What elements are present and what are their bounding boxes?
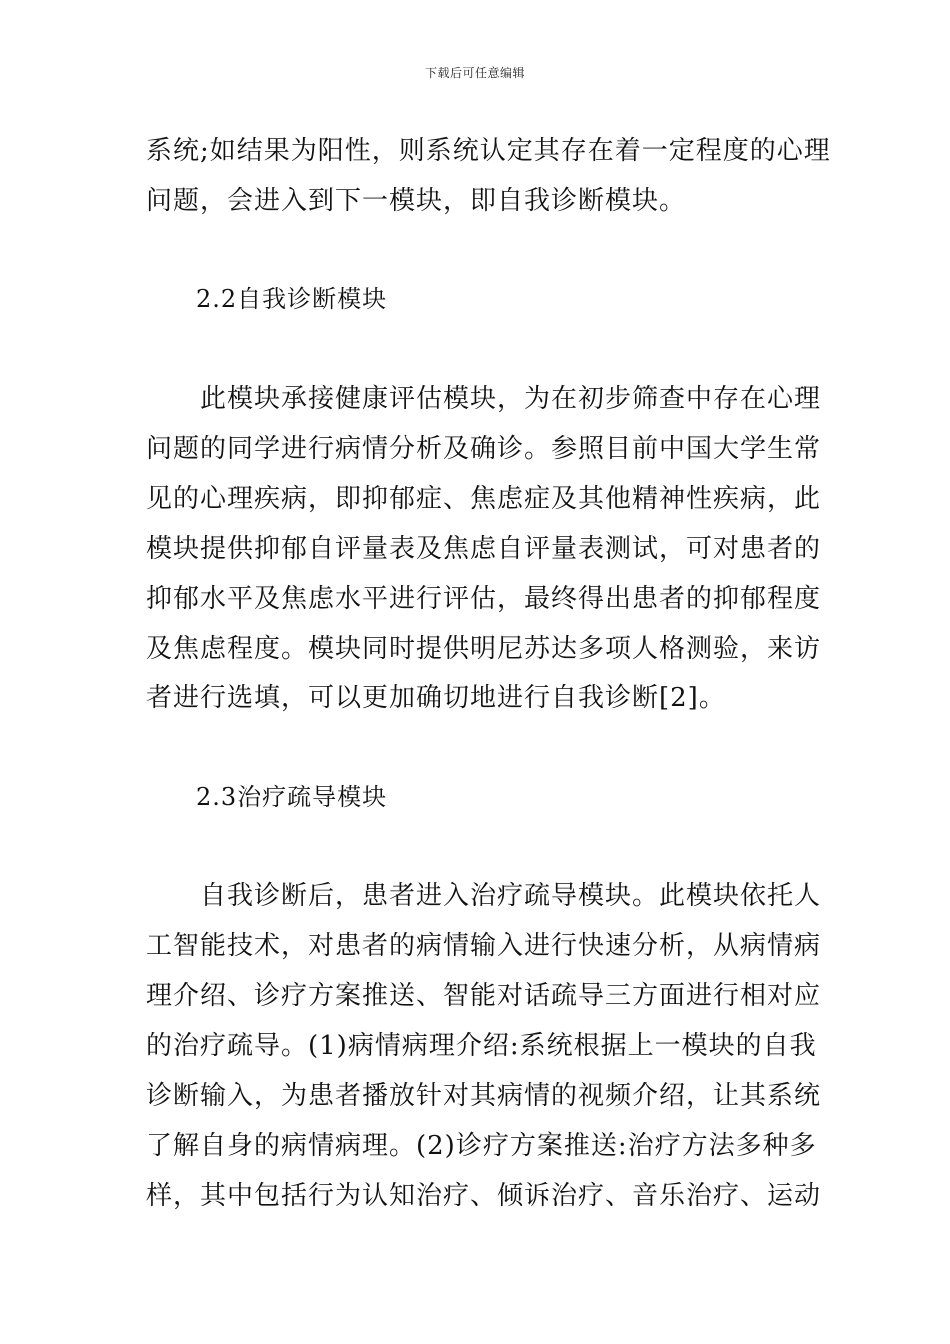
- text-line: 者进行选填，可以更加确切地进行自我诊断[2]。: [146, 683, 726, 713]
- text-line: 模块提供抑郁自评量表及焦虑自评量表测试，可对患者的: [146, 534, 822, 564]
- text-line: 抑郁水平及焦虑水平进行评估，最终得出患者的抑郁程度: [146, 584, 822, 614]
- text-line: 样，其中包括行为认知治疗、倾诉治疗、音乐治疗、运动: [146, 1181, 822, 1211]
- section-heading-2-3: 2.3治疗疏导模块: [196, 783, 388, 811]
- text-line: 工智能技术，对患者的病情输入进行快速分析，从病情病: [146, 931, 822, 961]
- text-line: 问题的同学进行病情分析及确诊。参照目前中国大学生常: [146, 434, 822, 464]
- text-line: 理介绍、诊疗方案推送、智能对话疏导三方面进行相对应: [146, 981, 822, 1011]
- text-line: 见的心理疾病，即抑郁症、焦虑症及其他精神性疾病，此: [146, 484, 822, 514]
- text-line: 自我诊断后，患者进入治疗疏导模块。此模块依托人: [146, 881, 822, 911]
- text-line: 此模块承接健康评估模块，为在初步筛查中存在心理: [146, 384, 822, 414]
- section-heading-2-2: 2.2自我诊断模块: [196, 285, 388, 313]
- text-line: 及焦虑程度。模块同时提供明尼苏达多项人格测验，来访: [146, 634, 822, 664]
- download-note: 下载后可任意编辑: [424, 66, 525, 80]
- text-line: 系统;如结果为阳性，则系统认定其存在着一定程度的心理: [146, 136, 831, 166]
- text-line: 了解自身的病情病理。(2)诊疗方案推送:治疗方法多种多: [146, 1131, 817, 1161]
- text-line: 的治疗疏导。(1)病情病理介绍:系统根据上一模块的自我: [146, 1031, 817, 1061]
- text-line: 问题，会进入到下一模块，即自我诊断模块。: [146, 186, 687, 216]
- text-line: 诊断输入，为患者播放针对其病情的视频介绍，让其系统: [146, 1081, 822, 1111]
